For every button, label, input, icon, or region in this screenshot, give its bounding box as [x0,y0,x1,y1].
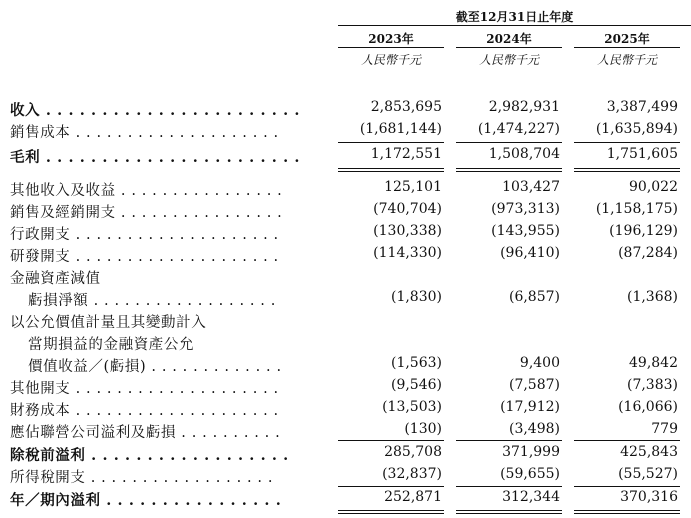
total-double-rule [574,168,680,172]
row-label: 虧損淨額 . . . . . . . . . . . . . . . . . . [28,293,276,309]
year-header-2025: 2025年 [604,32,650,46]
table-row-impairment-net [0,289,691,311]
value-2024: (1,474,227) [477,121,560,137]
total-double-rule [574,510,680,514]
unit-label-2025: 人民幣千元 [596,53,657,67]
table-row-finance-costs [0,399,691,421]
unit-label-2023: 人民幣千元 [360,53,421,67]
value-2023: (130) [404,421,442,437]
unit-label-2024: 人民幣千元 [478,53,539,67]
row-label: 金融資產減值 [10,271,101,287]
value-2024: (96,410) [500,245,560,261]
value-2025: 3,387,499 [606,99,678,115]
value-2023: 2,853,695 [370,99,442,115]
subtotal-rule [574,440,680,441]
total-double-rule [456,510,562,514]
table-row-selling-expenses [0,201,691,223]
value-2023: (130,338) [373,223,442,239]
year-rule-2024 [456,47,562,48]
value-2024: 1,508,704 [488,146,560,162]
row-label: 其他開支 . . . . . . . . . . . . . . . . . . . . [10,381,279,397]
row-label: 所得稅開支 . . . . . . . . . . . . . . . . . . [10,470,274,486]
value-2024: 103,427 [502,179,560,195]
value-2023: (740,704) [373,201,442,217]
value-2023: (13,503) [382,399,442,415]
value-2025: 779 [651,421,678,437]
subtotal-rule [338,486,444,487]
row-label: 其他收入及收益 . . . . . . . . . . . . . . . . [10,183,283,199]
table-row-revenue [0,99,691,121]
table-row-profit-before-tax [0,444,691,466]
value-2024: (59,655) [500,466,560,482]
value-2024: 2,982,931 [488,99,560,115]
period-header-rule [338,25,691,26]
row-label: 年／期內溢利 . . . . . . . . . . . . . . . . [10,492,282,509]
row-label: 收入 . . . . . . . . . . . . . . . . . . . . . . . [10,102,301,119]
value-2025: (1,635,894) [595,121,678,137]
period-header: 截至12月31日止年度 [455,10,574,24]
value-2024: (17,912) [500,399,560,415]
value-2025: (1,368) [626,289,678,305]
row-label: 行政開支 . . . . . . . . . . . . . . . . . . . . [10,227,279,243]
value-2024: (6,857) [508,289,560,305]
table-row-admin-expenses [0,223,691,245]
value-2025: (16,066) [618,399,678,415]
row-label: 銷售及經銷開支 . . . . . . . . . . . . . . . . [10,205,283,221]
subtotal-rule [456,142,562,143]
row-label: 以公允價值計量且其變動計入 [10,315,207,331]
row-label: 除稅前溢利 . . . . . . . . . . . . . . . . . . [10,447,289,464]
subtotal-rule [574,142,680,143]
total-double-rule [338,510,444,514]
value-2023: (1,681,144) [359,121,442,137]
table-row-fvtpl-heading-2 [0,333,691,355]
value-2025: (196,129) [609,223,678,239]
year-rule-2023 [338,47,444,48]
value-2023: (9,546) [390,377,442,393]
subtotal-rule [574,486,680,487]
value-2023: (114,330) [373,245,442,261]
value-2023: (1,563) [390,355,442,371]
total-double-rule [338,168,444,172]
value-2024: 312,344 [502,489,560,505]
value-2025: 90,022 [629,179,678,195]
value-2024: (3,498) [508,421,560,437]
value-2023: 285,708 [384,444,442,460]
value-2024: (973,313) [491,201,560,217]
table-row-profit-for-period [0,489,691,511]
subtotal-rule [338,440,444,441]
value-2025: (7,383) [626,377,678,393]
subtotal-rule [456,440,562,441]
value-2025: 1,751,605 [606,146,678,162]
row-label: 當期損益的金融資產公允 [28,337,195,353]
table-row-fvtpl-heading-1 [0,311,691,333]
year-header-2023: 2023年 [368,32,414,46]
subtotal-rule [456,486,562,487]
year-header-2024: 2024年 [486,32,532,46]
table-row-cost-of-sales [0,121,691,143]
value-2023: 252,871 [384,489,442,505]
value-2025: 370,316 [620,489,678,505]
table-row-fvtpl-gains [0,355,691,377]
value-2025: 49,842 [629,355,678,371]
value-2023: (32,837) [382,466,442,482]
table-row-impairment-heading [0,267,691,289]
row-label: 毛利 . . . . . . . . . . . . . . . . . . . . . . . [10,149,301,166]
row-label: 研發開支 . . . . . . . . . . . . . . . . . . . . [10,249,279,265]
table-row-gross-profit [0,146,691,168]
table-row-income-tax [0,466,691,488]
table-row-other-expenses [0,377,691,399]
table-row-rd-expenses [0,245,691,267]
value-2023: 1,172,551 [370,146,442,162]
value-2023: (1,830) [390,289,442,305]
row-label: 價值收益／(虧損) . . . . . . . . . . . . . [28,359,282,375]
value-2025: (55,527) [618,466,678,482]
value-2024: 9,400 [519,355,560,371]
row-label: 銷售成本 . . . . . . . . . . . . . . . . . . . . [10,125,279,141]
value-2025: (87,284) [618,245,678,261]
year-rule-2025 [574,47,680,48]
row-label: 應佔聯營公司溢利及虧損 . . . . . . . . . . [10,425,281,441]
value-2025: 425,843 [620,444,678,460]
value-2024: (143,955) [491,223,560,239]
subtotal-rule [338,142,444,143]
value-2024: (7,587) [508,377,560,393]
row-label: 財務成本 . . . . . . . . . . . . . . . . . . . . [10,403,279,419]
table-row-other-income [0,179,691,201]
total-double-rule [456,168,562,172]
value-2024: 371,999 [502,444,560,460]
value-2023: 125,101 [384,179,442,195]
value-2025: (1,158,175) [595,201,678,217]
